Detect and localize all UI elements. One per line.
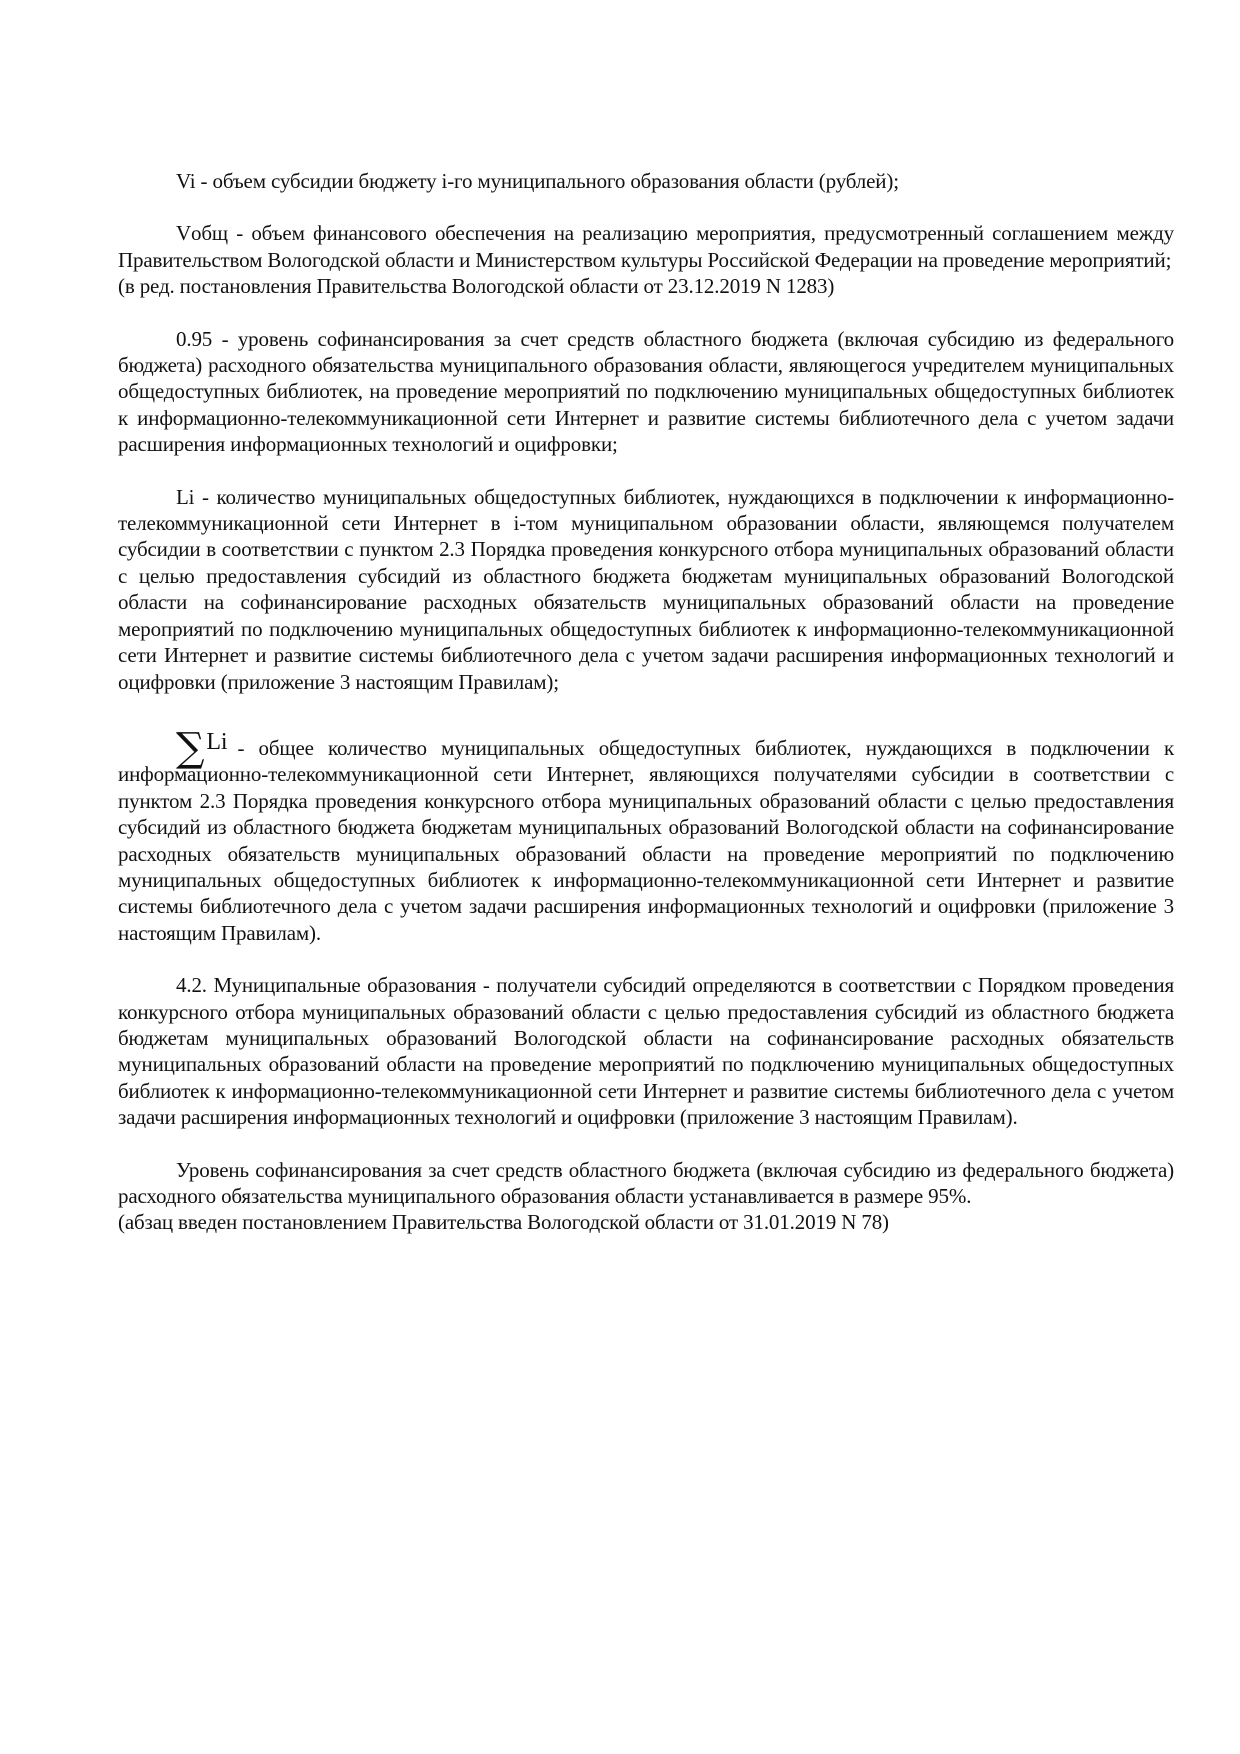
paragraph-gap — [118, 1131, 1174, 1157]
amendment-note: (в ред. постановления Правительства Вологодской области от 23.12.2019 N 1283) — [118, 274, 835, 299]
paragraph-gap — [118, 194, 1174, 220]
paragraph-li-definition: Li - количество муниципальных общедоступных библиотек, нуждающихся в подключении к информационно-телекоммуникационной сети Интернет в i-том муниципальном образовании области, являющемся получателем субсидии в соответствии с пунктом 2.3 Порядка проведения конкурсного отбора муниципальных образований области с целью предоставления субсидий из областного бюджета бюджетам муниципальных образований Вологодской области на софинансирование расходных обязательств муниципальных образований области на проведение мероприятий по подключению муниципальных общедоступных библиотек к информационно-телекоммуникационной сети Интернет и развитие системы библиотечного дела с учетом задачи расширения информационных технологий и оцифровки (приложение 3 настоящим Правилам); — [118, 484, 1174, 694]
paragraph-gap — [118, 458, 1174, 484]
paragraph-gap — [118, 946, 1174, 972]
sigma-symbol: ∑ — [176, 724, 205, 771]
paragraph-4-2: 4.2. Муниципальные образования - получатели субсидий определяются в соответствии с Порядком проведения конкурсного отбора муниципальных образований области с целью предоставления субсидий из областного бюджета бюджетам муниципальных образований Вологодской области на софинансирование расходных обязательств муниципальных образований области на проведение мероприятий по подключению муниципальных общедоступных библиотек к информационно-телекоммуникационной сети Интернет и развитие системы библиотечного дела с учетом задачи расширения информационных технологий и оцифровки (приложение 3 настоящим Правилам). — [118, 973, 1174, 1130]
paragraph-gap — [118, 300, 1174, 326]
paragraph-cofinancing-level: Уровень софинансирования за счет средств областного бюджета (включая субсидию из федерального бюджета) расходного обязательства муниципального образования области устанавливается в размере 95%. — [118, 1157, 1174, 1208]
document-page — [118, 168, 1174, 1236]
sigma-variable-label: Li — [206, 728, 228, 755]
sum-li-text: - общее количество муниципальных общедоступных библиотек, нуждающихся в подключении к информационно-телекоммуникационной сети Интернет, являющихся получателями субсидии в соответствии с пунктом 2.3 Порядка проведения конкурсного отбора муниципальных образований области с целью предоставления субсидий из областного бюджета бюджетам муниципальных образований Вологодской области на софинансирование расходных обязательств муниципальных образований области на проведение мероприятий по подключению муниципальных общедоступных библиотек к информационно-телекоммуникационной сети Интернет и развитие системы библиотечного дела с учетом задачи расширения информационных технологий и оцифровки (приложение 3 настоящим Правилам). — [118, 735, 1174, 945]
amendment-note: (абзац введен постановлением Правительства Вологодской области от 31.01.2019 N 78) — [118, 1210, 889, 1235]
paragraph-gap — [118, 695, 1174, 725]
paragraph-sum-li-definition — [118, 725, 1174, 946]
paragraph-vi-definition: Vi - объем субсидии бюджету i-го муниципального образования области (рублей); — [176, 169, 899, 193]
paragraph-cofinancing-coefficient: 0.95 - уровень софинансирования за счет средств областного бюджета (включая субсидию из федерального бюджета) расходного обязательства муниципального образования области, являющегося учредителем муниципальных общедоступных библиотек, на проведение мероприятий по подключению муниципальных общедоступных библиотек к информационно-телекоммуникационной сети Интернет и развитие системы библиотечного дела с учетом задачи расширения информационных технологий и оцифровки; — [118, 326, 1174, 457]
paragraph-vobsh-definition: Vобщ - объем финансового обеспечения на реализацию мероприятия, предусмотренный соглашением между Правительством Вологодской области и Министерством культуры Российской Федерации на проведение мероприятий; — [118, 221, 1174, 272]
